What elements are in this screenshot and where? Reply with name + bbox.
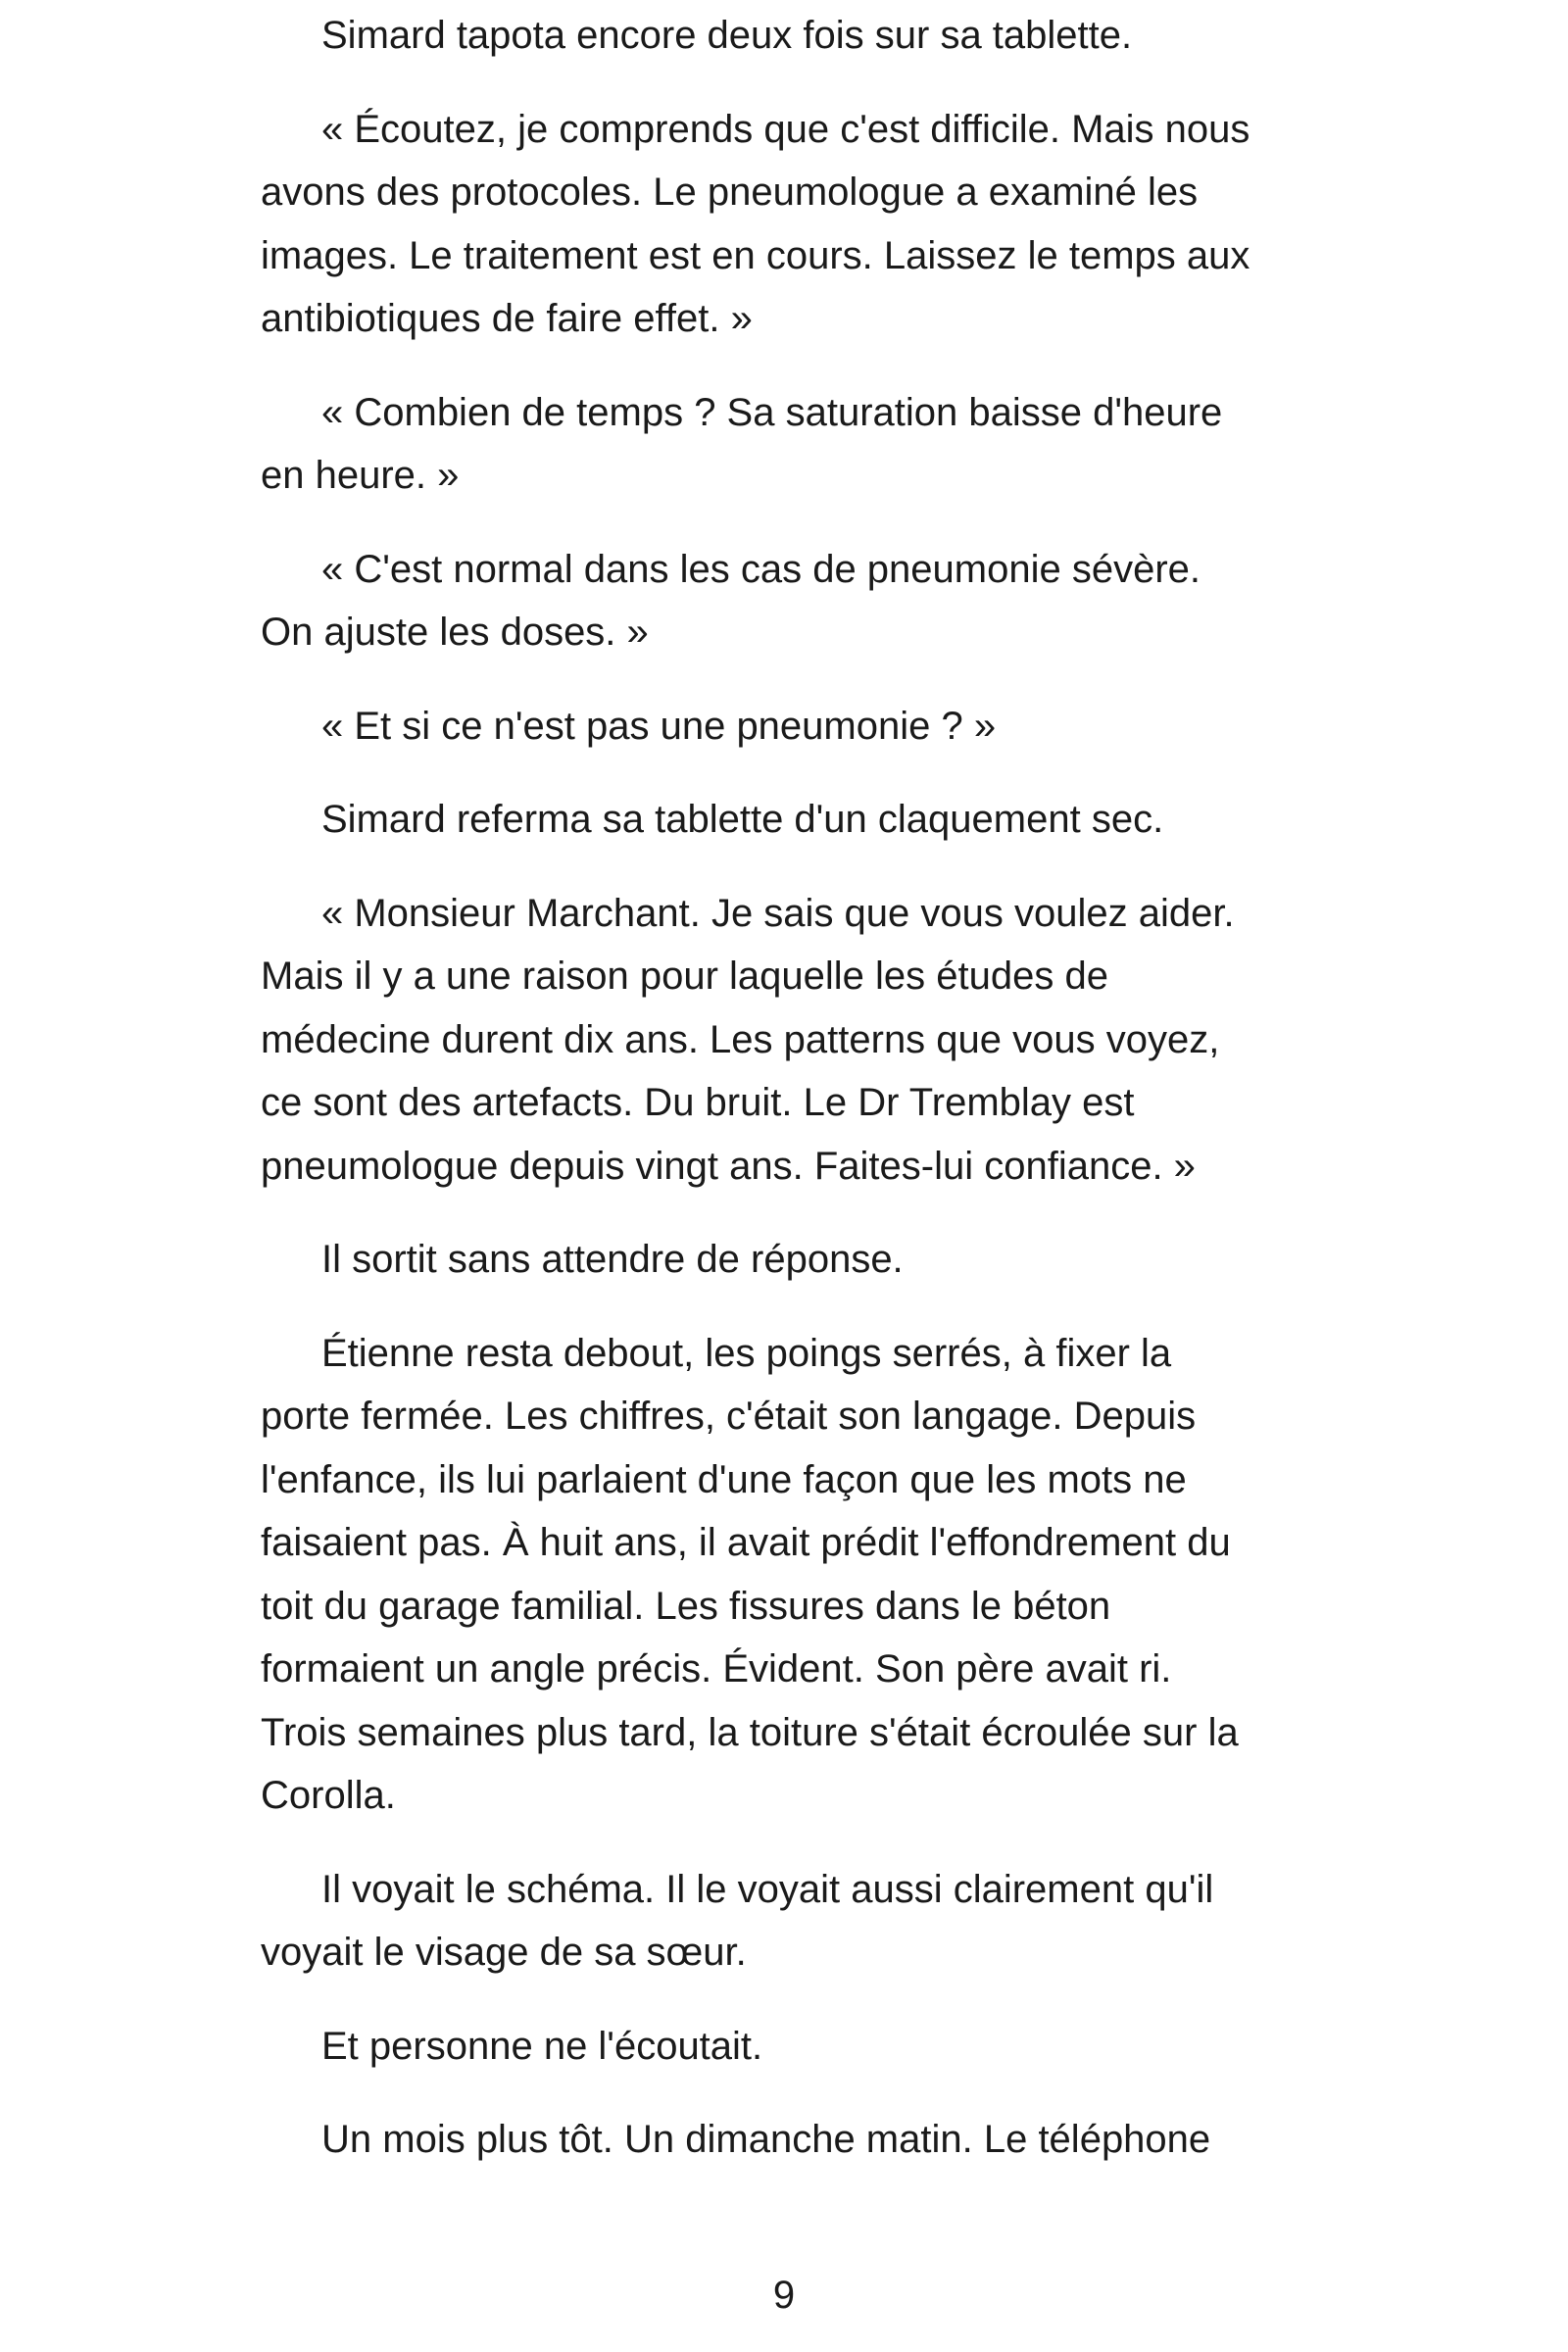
paragraph: Simard referma sa tablette d'un claquement sec. [321, 798, 1164, 841]
paragraph: « Monsieur Marchant. Je sais que vous voulez aider. Mais il y a une raison pour laquelle les études de médecine durent dix ans. Les patterns que vous voyez, ce sont des artefacts. Du bruit. Le Dr Tremblay est pneumologue depuis vingt ans. Faites-lui confiance. » [261, 891, 1235, 1188]
paragraph: Il sortit sans attendre de réponse. [321, 1238, 904, 1281]
paragraph: Et personne ne l'écoutait. [321, 2024, 763, 2068]
paragraph: Simard tapota encore deux fois sur sa tablette. [321, 14, 1133, 57]
paragraph: « Et si ce n'est pas une pneumonie ? » [321, 704, 997, 748]
paragraph: Étienne resta debout, les poings serrés, à fixer la porte fermée. Les chiffres, c'était son langage. Depuis l'enfance, ils lui parlaient d'une façon que les mots ne faisaient pas. À huit ans, il avait prédit l'effondrement du toit du garage familial. Les fissures dans le béton formaient un angle précis. Évident. Son père avait ri. Trois semaines plus tard, la toiture s'était écroulée sur la Corolla. [261, 1331, 1239, 1817]
body-text [261, 4, 1329, 2202]
paragraph: « C'est normal dans les cas de pneumonie sévère. On ajuste les doses. » [261, 547, 1201, 654]
paragraph: « Combien de temps ? Sa saturation baisse d'heure en heure. » [261, 390, 1223, 497]
paragraph: Il voyait le schéma. Il le voyait aussi clairement qu'il voyait le visage de sa sœur. [261, 1867, 1214, 1974]
paragraph: « Écoutez, je comprends que c'est difficile. Mais nous avons des protocoles. Le pneumologue a examiné les images. Le traitement est en cours. Laissez le temps aux antibiotiques de faire effet. » [261, 107, 1250, 340]
page-number: 9 [772, 2274, 796, 2317]
paragraph: Un mois plus tôt. Un dimanche matin. Le téléphone [321, 2118, 1211, 2161]
